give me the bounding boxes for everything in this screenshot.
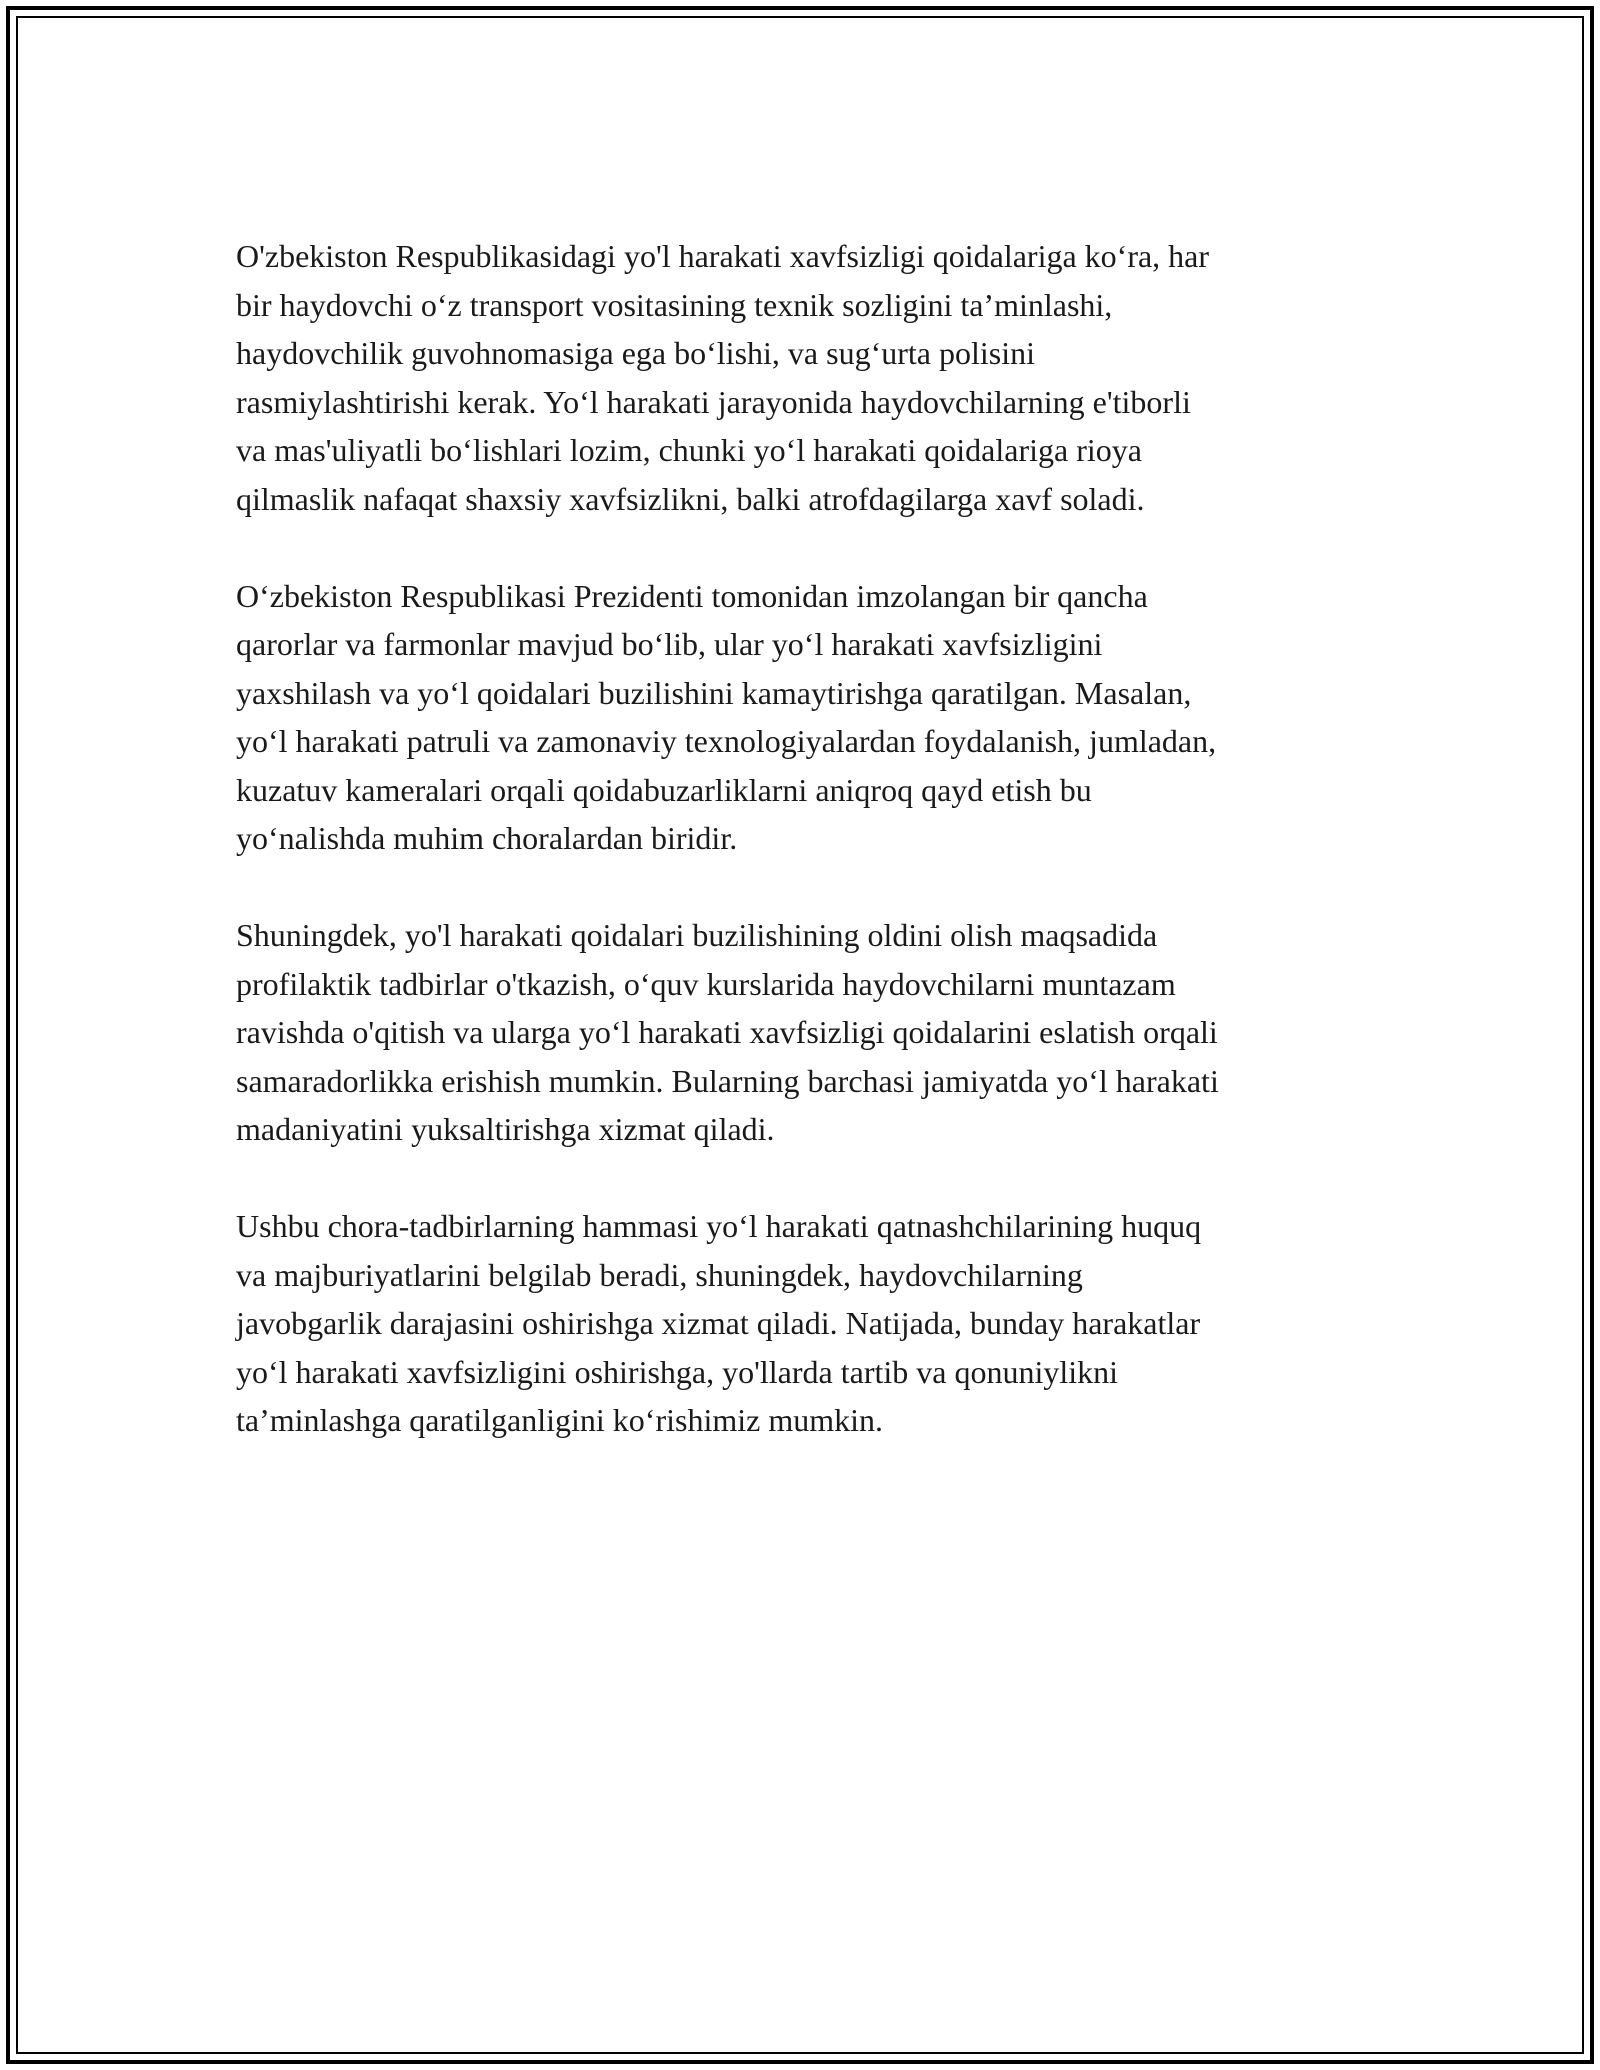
paragraph-line: bir haydovchi o‘z transport vositasining texnik sozligini ta’minlashi, bbox=[236, 286, 1113, 323]
paragraph-line: O‘zbekiston Respublikasi Prezidenti tomonidan imzolangan bir qancha bbox=[236, 577, 1148, 614]
paragraph-2 bbox=[236, 572, 1366, 863]
paragraph-line: Ushbu chora-tadbirlarning hammasi yo‘l harakati qatnashchilarining huquq bbox=[236, 1208, 1202, 1244]
paragraph-line: Shuningdek, yo'l harakati qoidalari buzilishining oldini olish maqsadida bbox=[236, 917, 1158, 953]
paragraph-line: yo‘l harakati xavfsizligini oshirishga, yo'llarda tartib va qonuniylikni bbox=[236, 1353, 1119, 1390]
paragraph-4 bbox=[236, 1202, 1366, 1445]
paragraph-line: qilmaslik nafaqat shaxsiy xavfsizlikni, balki atrofdagilarga xavf soladi. bbox=[236, 480, 1145, 517]
paragraph-line: qarorlar va farmonlar mavjud bo‘lib, ular yo‘l harakati xavfsizligini bbox=[236, 626, 1103, 662]
paragraph-line: yaxshilash va yo‘l qoidalari buzilishini kamaytirishga qaratilgan. Masalan, bbox=[236, 674, 1192, 711]
paragraph-line: kuzatuv kameralari orqali qoidabuzarliklarni aniqroq qayd etish bu bbox=[236, 771, 1092, 808]
paragraph-line: ta’minlashga qaratilganligini ko‘rishimiz mumkin. bbox=[236, 1402, 883, 1438]
paragraph-line: profilaktik tadbirlar o'tkazish, o‘quv kurslarida haydovchilarni muntazam bbox=[236, 965, 1176, 1002]
paragraph-line: ravishda o'qitish va ularga yo‘l harakati xavfsizligi qoidalarini eslatish orqali bbox=[236, 1014, 1218, 1050]
document-body bbox=[236, 232, 1366, 1493]
paragraph-line: yo‘l harakati patruli va zamonaviy texnologiyalardan foydalanish, jumladan, bbox=[236, 723, 1217, 759]
paragraph-line: rasmiylashtirishi kerak. Yo‘l harakati jarayonida haydovchilarning e'tiborli bbox=[236, 383, 1191, 420]
paragraph-line: O'zbekiston Respublikasidagi yo'l harakati xavfsizligi qoidalariga ko‘ra, har bbox=[236, 238, 1210, 274]
paragraph-line: va majburiyatlarini belgilab beradi, shuningdek, haydovchilarning bbox=[236, 1256, 1083, 1293]
paragraph-line: va mas'uliyatli bo‘lishlari lozim, chunki yo‘l harakati qoidalariga rioya bbox=[236, 432, 1142, 468]
paragraph-line: samaradorlikka erishish mumkin. Bularning barchasi jamiyatda yo‘l harakati bbox=[236, 1062, 1219, 1099]
paragraph-1 bbox=[236, 232, 1366, 523]
paragraph-line: yo‘nalishda muhim choralardan biridir. bbox=[236, 820, 738, 856]
paragraph-3 bbox=[236, 911, 1366, 1154]
paragraph-line: javobgarlik darajasini oshirishga xizmat qiladi. Natijada, bunday harakatlar bbox=[236, 1305, 1201, 1341]
paragraph-line: haydovchilik guvohnomasiga ega bo‘lishi, va sug‘urta polisini bbox=[236, 335, 1035, 371]
paragraph-line: madaniyatini yuksaltirishga xizmat qiladi. bbox=[236, 1111, 775, 1147]
